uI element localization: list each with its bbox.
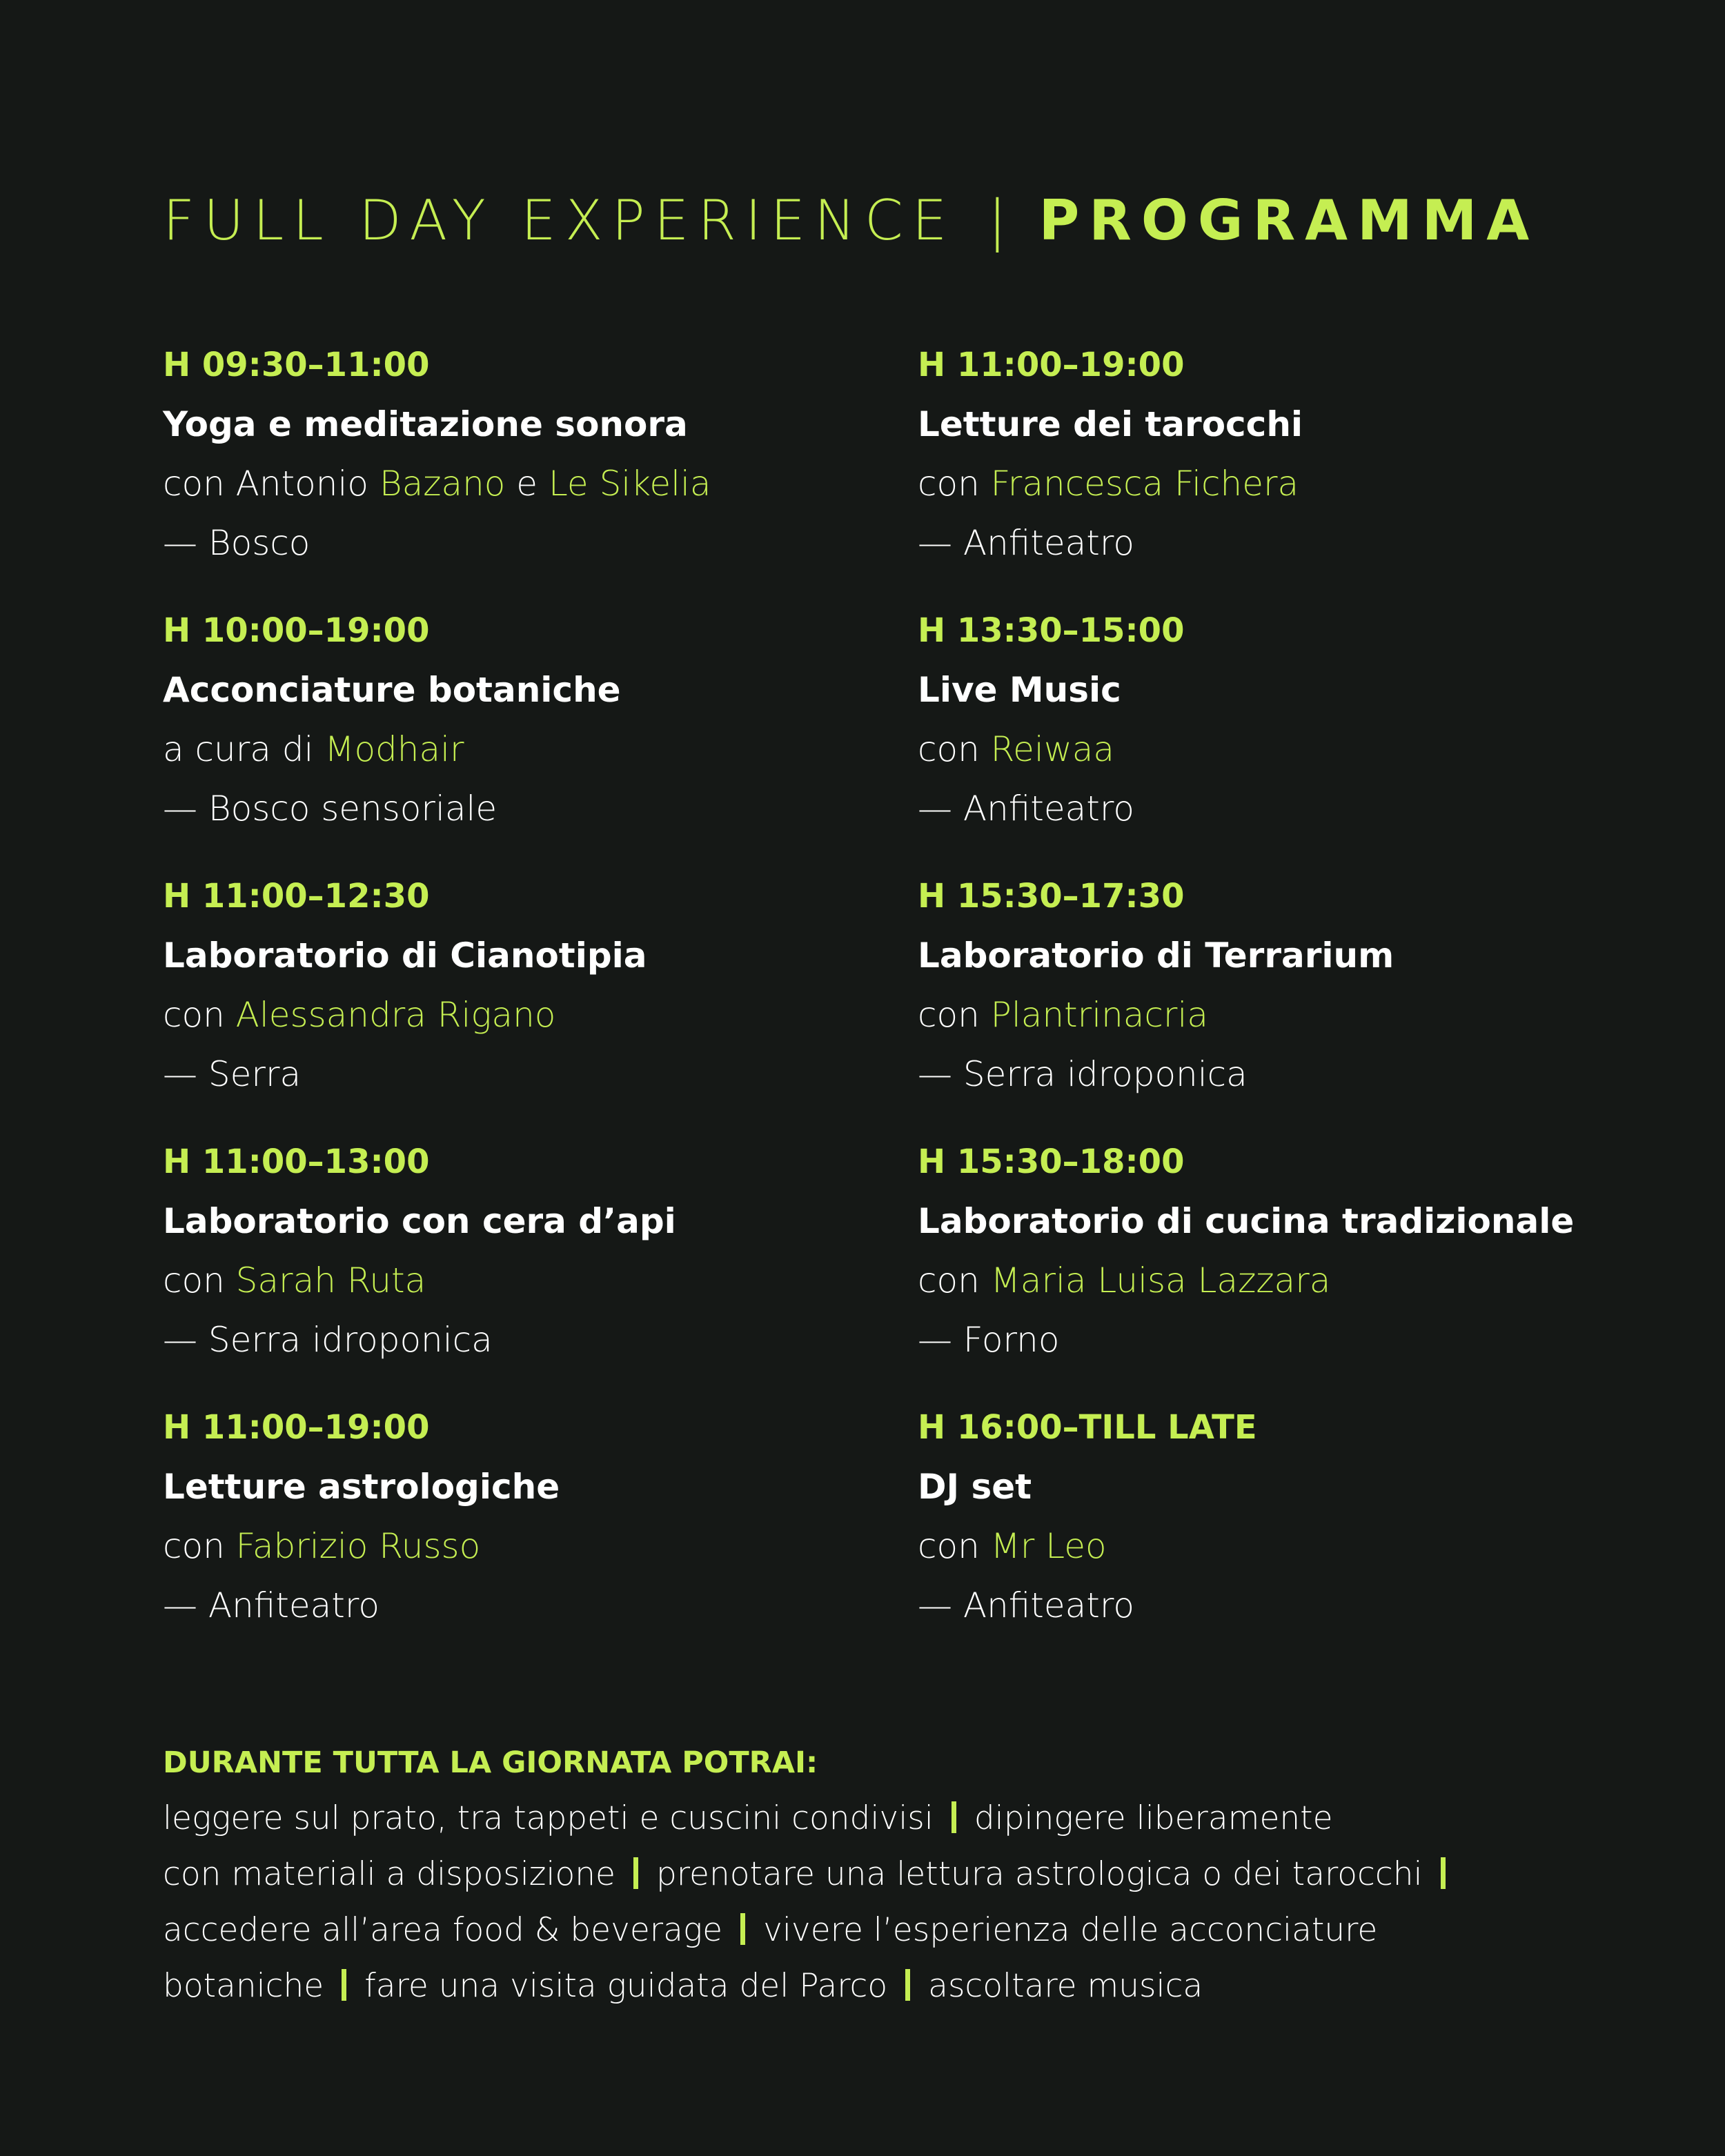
- event-time: H 09:30–11:00: [163, 346, 430, 384]
- event-item: [163, 335, 880, 601]
- event-title: Letture dei tarocchi: [918, 404, 1303, 444]
- activity-text: ascoltare musica: [928, 1967, 1203, 2005]
- host-name: Sarah Ruta: [235, 1260, 426, 1300]
- event-host: [163, 1516, 880, 1576]
- divider-bar: [342, 1969, 346, 2001]
- host-name: Alessandra Rigano: [235, 995, 556, 1035]
- event-item: [918, 601, 1635, 867]
- title-bold: PROGRAMMA: [1038, 188, 1539, 253]
- activity-text: con materiali a disposizione: [163, 1855, 615, 1893]
- event-time: H 16:00–TILL LATE: [918, 1408, 1257, 1447]
- activities-line: [163, 1958, 1598, 2014]
- program-column-left: [163, 335, 880, 1663]
- event-title: Laboratorio di Cianotipia: [163, 936, 647, 976]
- divider-bar: [740, 1913, 745, 1945]
- host-prefix: con: [163, 995, 236, 1035]
- event-time: H 15:30–18:00: [918, 1143, 1185, 1181]
- event-time: H 11:00–19:00: [918, 346, 1185, 384]
- event-host: [163, 1251, 880, 1310]
- event-title: Acconciature botaniche: [163, 670, 621, 710]
- host-prefix: con: [918, 729, 991, 769]
- host-prefix: con: [163, 1526, 236, 1566]
- event-location: — Serra: [163, 1054, 302, 1094]
- event-title: Live Music: [918, 670, 1121, 710]
- program-column-right: [918, 335, 1635, 1663]
- all-day-heading: DURANTE TUTTA LA GIORNATA POTRAI:: [163, 1745, 818, 1780]
- divider-bar: [1441, 1857, 1446, 1889]
- event-title: DJ set: [918, 1467, 1032, 1507]
- event-item: [163, 1398, 880, 1663]
- event-item: [918, 1132, 1635, 1398]
- title-light: FULL DAY EXPERIENCE: [163, 188, 956, 253]
- activity-text: fare una visita guidata del Parco: [364, 1967, 888, 2005]
- event-host: [918, 454, 1635, 513]
- event-location: — Serra idroponica: [163, 1320, 493, 1360]
- host-name: Mr Leo: [990, 1526, 1107, 1566]
- event-item: [163, 601, 880, 867]
- event-host: [918, 1516, 1635, 1576]
- event-host: [918, 1251, 1635, 1310]
- event-title: Laboratorio di Terrarium: [918, 936, 1394, 976]
- event-location: — Anfiteatro: [918, 1585, 1134, 1625]
- all-day-activities: [163, 1735, 1598, 2014]
- host-join: e: [505, 464, 549, 504]
- host-prefix: con: [918, 1260, 991, 1300]
- host-name-2: Le Sikelia: [548, 464, 711, 504]
- host-prefix: con: [918, 995, 991, 1035]
- divider-bar: [952, 1801, 956, 1833]
- host-prefix: con Antonio: [163, 464, 379, 504]
- event-host: [163, 454, 880, 513]
- event-location: — Bosco: [163, 523, 310, 563]
- host-prefix: con: [163, 1260, 236, 1300]
- activity-text: accedere all’area food & beverage: [163, 1911, 723, 1949]
- event-title: Yoga e meditazione sonora: [163, 404, 688, 444]
- host-prefix: a cura di: [163, 729, 325, 769]
- host-prefix: con: [918, 464, 991, 504]
- host-name: Maria Luisa Lazzara: [990, 1260, 1331, 1300]
- activity-text: vivere l’esperienza delle acconciature: [763, 1911, 1378, 1949]
- event-item: [918, 335, 1635, 601]
- activity-text: leggere sul prato, tra tappeti e cuscini condivisi: [163, 1799, 934, 1837]
- event-item: [918, 1398, 1635, 1663]
- event-time: H 10:00–19:00: [163, 611, 430, 650]
- host-name: Francesca Fichera: [990, 464, 1299, 504]
- event-location: — Serra idroponica: [918, 1054, 1248, 1094]
- page-title: [163, 186, 1539, 255]
- activity-text: dipingere liberamente: [974, 1799, 1333, 1837]
- event-item: [163, 867, 880, 1132]
- host-name: Reiwaa: [990, 729, 1114, 769]
- event-time: H 11:00–13:00: [163, 1143, 430, 1181]
- event-title: Laboratorio con cera d’api: [163, 1201, 676, 1241]
- activities-line: [163, 1790, 1598, 1846]
- host-name: Fabrizio Russo: [235, 1526, 481, 1566]
- event-time: H 11:00–12:30: [163, 877, 430, 916]
- event-title: Letture astrologiche: [163, 1467, 560, 1507]
- event-host: [918, 720, 1635, 779]
- title-separator: |: [987, 188, 1016, 253]
- activity-text: botaniche: [163, 1967, 324, 2005]
- activity-text: prenotare una lettura astrologica o dei tarocchi: [656, 1855, 1423, 1893]
- event-host: [163, 985, 880, 1045]
- event-location: — Anfiteatro: [918, 523, 1134, 563]
- event-item: [918, 867, 1635, 1132]
- host-name: Modhair: [324, 729, 464, 769]
- event-host: [918, 985, 1635, 1045]
- host-prefix: con: [918, 1526, 991, 1566]
- event-location: — Anfiteatro: [163, 1585, 379, 1625]
- event-time: H 13:30–15:00: [918, 611, 1185, 650]
- activities-line: [163, 1846, 1598, 1902]
- event-location: — Anfiteatro: [918, 789, 1134, 829]
- event-location: — Bosco sensoriale: [163, 789, 497, 829]
- divider-bar: [633, 1857, 638, 1889]
- host-name: Bazano: [379, 464, 506, 504]
- divider-bar: [905, 1969, 910, 2001]
- event-location: — Forno: [918, 1320, 1060, 1360]
- host-name: Plantrinacria: [990, 995, 1209, 1035]
- event-time: H 15:30–17:30: [918, 877, 1185, 916]
- event-item: [163, 1132, 880, 1398]
- activities-line: [163, 1902, 1598, 1958]
- event-host: [163, 720, 880, 779]
- event-title: Laboratorio di cucina tradizionale: [918, 1201, 1575, 1241]
- event-time: H 11:00–19:00: [163, 1408, 430, 1447]
